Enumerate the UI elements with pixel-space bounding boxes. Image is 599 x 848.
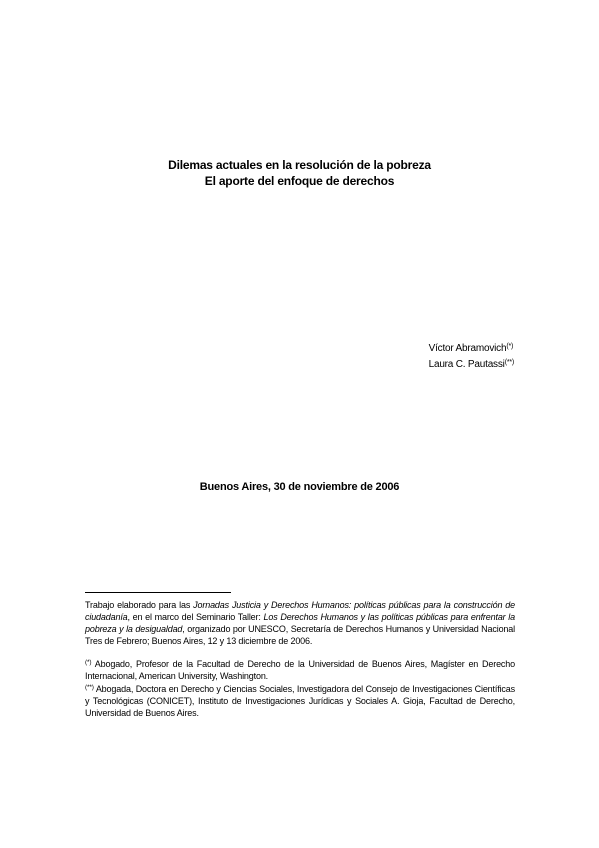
- footnote-author-1: [85, 657, 515, 682]
- author-list: [429, 340, 514, 372]
- author-2-footnote-mark: (**): [504, 359, 514, 366]
- footnote-main-italic-2: Los Derechos Humanos y las políticas públicas para enfrentar la pobreza y la desigualdad: [85, 612, 516, 634]
- title-line-2: El aporte del enfoque de derechos: [204, 174, 395, 188]
- footnote-separator: [85, 592, 231, 593]
- footnote-author-2-mark: (**): [85, 684, 94, 691]
- author-2-name: Laura C. Pautassi: [428, 359, 505, 370]
- footnote-main-italic-1: Jornadas Justicia y Derechos Humanos: políticas públicas para la construcción de ciudadanía: [85, 600, 515, 622]
- footnote-main-text-1: Trabajo elaborado para las: [85, 600, 194, 610]
- footnote-main: [85, 599, 515, 647]
- author-1-footnote-mark: (*): [506, 343, 514, 350]
- footnote-author-2: [85, 682, 515, 719]
- footnote-author-1-mark: (*): [85, 659, 92, 666]
- place-and-date: Buenos Aires, 30 de noviembre de 2006: [199, 481, 400, 493]
- title-line-1: Dilemas actuales en la resolución de la pobreza: [168, 158, 431, 172]
- footnotes: [85, 599, 515, 719]
- author-2: [429, 356, 514, 372]
- footnote-author-1-text: Abogado, Profesor de la Facultad de Derecho de la Universidad de Buenos Aires, Magíster en Derecho Internacional, American University, Washington.: [85, 659, 515, 681]
- author-1-name: Víctor Abramovich: [428, 343, 507, 354]
- document-title: [0, 157, 599, 189]
- footnote-main-text-3: , organizado por UNESCO, Secretaría de Derechos Humanos y Universidad Nacional Tres de Febrero; Buenos Aires, 12 y 13 diciembre de 2006.: [85, 624, 515, 646]
- footnote-author-2-text: Abogada, Doctora en Derecho y Ciencias Sociales, Investigadora del Consejo de Investigaciones Científicas y Tecnológicas (CONICET), Instituto de Investigaciones Jurídicas y Sociales A. Gioja, Facultad de Derecho, Universidad de Buenos Aires.: [85, 684, 515, 718]
- footnote-main-text-2: , en el marco del Seminario Taller:: [127, 612, 264, 622]
- author-1: [429, 340, 514, 356]
